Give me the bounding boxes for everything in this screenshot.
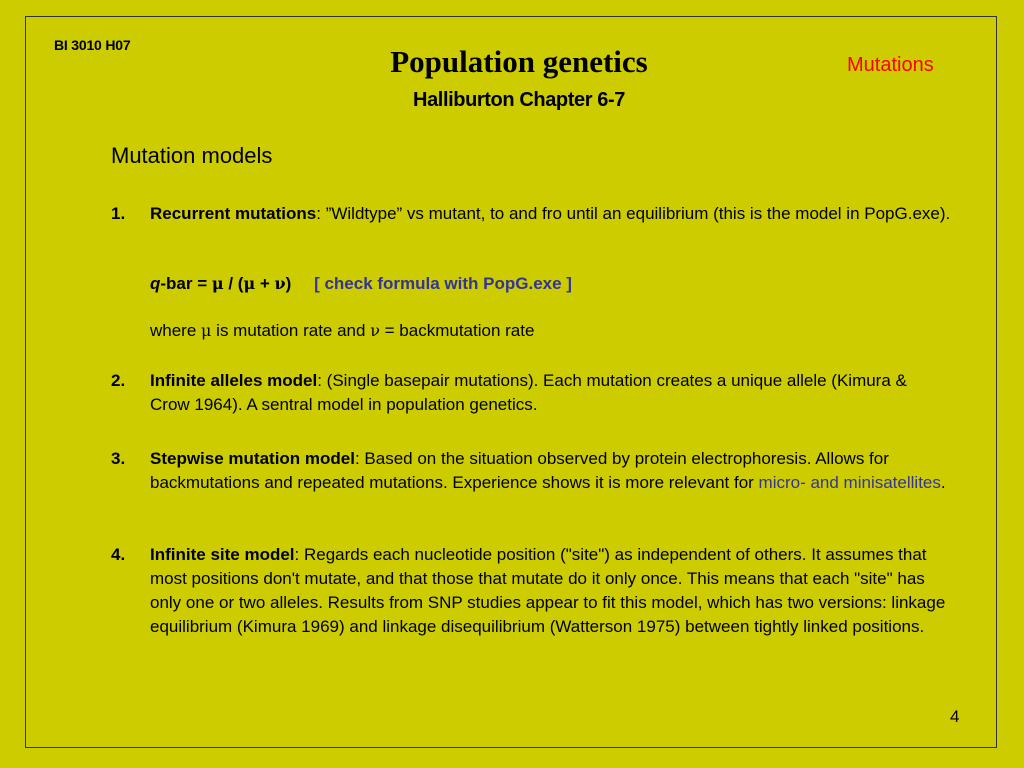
item-body [150, 202, 951, 226]
course-code: BI 3010 H07 [54, 37, 131, 53]
where-pre: where [150, 321, 202, 340]
item-text: : Based on the situation observed by protein electrophoresis. Allows for backmutations and repeated mutations. Experience shows it is more relevant for [150, 449, 889, 492]
item-term: Infinite site model [150, 545, 295, 564]
page-number: 4 [950, 707, 960, 726]
item-term: Recurrent mutations [150, 204, 317, 223]
where-post: = backmutation rate [379, 321, 535, 340]
nu-symbol: ν [274, 274, 286, 293]
formula-plus: + [255, 274, 275, 293]
list-item [111, 543, 951, 639]
formula-close: ) [285, 274, 292, 293]
item-body [150, 543, 951, 639]
item-term: Stepwise mutation model [150, 449, 355, 468]
where-line [150, 321, 534, 341]
slide-title: Population genetics [390, 44, 648, 79]
item-number: 4. [111, 545, 126, 564]
list-item [111, 369, 951, 417]
mu-symbol: μ [201, 321, 212, 340]
mu-symbol: μ [211, 274, 224, 293]
item-text: : (Single basepair mutations). Each mutation creates a unique allele (Kimura & Crow 1964). A sentral model in population genetics. [150, 371, 907, 414]
where-mid: is mutation rate and [211, 321, 371, 340]
item-text: : ”Wildtype” vs mutant, to and fro until an equilibrium (this is the model in PopG.exe). [316, 204, 951, 223]
nu-symbol: ν [370, 321, 380, 340]
formula [150, 274, 572, 294]
item-number: 1. [111, 204, 126, 223]
list-item [111, 447, 951, 495]
item-text: : Regards each nucleotide position ("site") as independent of others. It assumes that most positions don't mutate, and that those that mutate do it only once. This means that each "site" has only one or two alleles. Results from SNP studies appear to fit this model, which has two versions: linkage equilibrium (Kimura 1969) and linkage disequilibrium (Watterson 1975) between tightly linked positions. [150, 545, 946, 636]
formula-bar: -bar = [160, 274, 212, 293]
list-item [111, 202, 951, 226]
item-tail: . [940, 473, 946, 492]
item-term: Infinite alleles model [150, 371, 318, 390]
item-number: 3. [111, 449, 126, 468]
item-body [150, 369, 951, 417]
section-label: Mutations [847, 54, 934, 76]
slide-subtitle: Halliburton Chapter 6-7 [413, 89, 625, 111]
check-formula-link[interactable]: [ check formula with PopG.exe ] [314, 274, 572, 293]
section-heading: Mutation models [111, 143, 273, 168]
item-number: 2. [111, 371, 126, 390]
formula-slash: / ( [223, 274, 244, 293]
formula-q: q [150, 274, 161, 293]
item-body [150, 447, 951, 495]
microsatellites-link[interactable]: micro- and minisatellites [758, 473, 941, 492]
mu-symbol: μ [243, 274, 256, 293]
